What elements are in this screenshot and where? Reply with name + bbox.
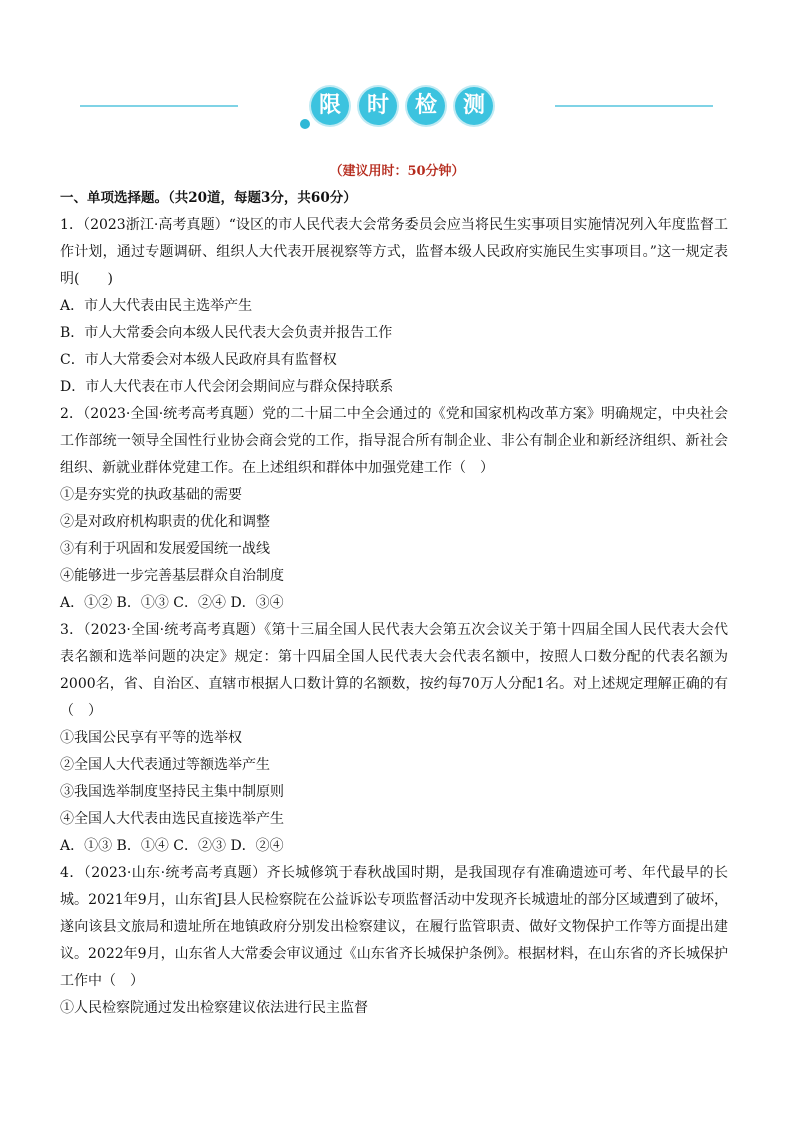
question-4 [60, 860, 728, 1022]
question-stem: 1．（2023浙江·高考真题）“设区的市人民代表大会常务委员会应当将民生实事项目实施情况列入年度监督工作计划，通过专题调研、组织人大代表开展视察等方式，监督本级人民政府实施民生实事项目。”这一规定表明( ) [60, 217, 728, 287]
banner-char-1: 限 [311, 87, 349, 125]
banner-dot-decoration [300, 119, 310, 129]
option-a: A．市人大代表由民主选举产生 [60, 298, 253, 314]
question-stem: 4．（2023·山东·统考高考真题）齐长城修筑于春秋战国时期，是我国现存有准确遗迹可考、年代最早的长城。2021年9月，山东省J县人民检察院在公益诉讼专项监督活动中发现齐长城遗址的部分区域遭到了破坏，遂向该县文旅局和遗址所在地镇政府分别发出检察建议，在履行监管职责、做好文物保护工作等方面提出建议。2022年9月，山东省人大常委会审议通过《山东省齐长城保护条例》。根据材料，在山东省的齐长城保护工作中（ ） [60, 865, 728, 989]
option-b: B．市人大常委会向本级人民代表大会负责并报告工作 [60, 325, 393, 341]
option-c: C．市人大常委会对本级人民政府具有监督权 [60, 352, 337, 368]
statement-1: ①是夯实党的执政基础的需要 [60, 487, 242, 503]
statement-4: ④全国人大代表由选民直接选举产生 [60, 811, 284, 827]
banner-char-4: 测 [455, 87, 493, 125]
banner-char-3: 检 [407, 87, 445, 125]
statement-1: ①人民检察院通过发出检察建议依法进行民主监督 [60, 1000, 368, 1016]
question-stem: 3．（2023·全国·统考高考真题）《第十三届全国人民代表大会第五次会议关于第十四届全国人民代表大会代表名额和选举问题的决定》规定：第十四届全国人民代表大会代表名额中，按照人口数分配的代表名额为2000名，省、自治区、直辖市根据人口数计算的名额数，按约每70万人分配1名。对上述规定理解正确的有（ ） [60, 622, 728, 719]
answer-options: A．①③ B．①④ C．②③ D．②④ [60, 838, 284, 854]
statement-2: ②全国人大代表通过等额选举产生 [60, 757, 270, 773]
statement-2: ②是对政府机构职责的优化和调整 [60, 514, 270, 530]
question-1 [60, 212, 728, 401]
question-2 [60, 401, 728, 617]
answer-options: A．①② B．①③ C．②④ D．③④ [60, 595, 284, 611]
exam-content [60, 186, 728, 1022]
statement-3: ③有利于巩固和发展爱国统一战线 [60, 541, 270, 557]
banner-right-line [555, 105, 713, 107]
banner-left-line [80, 105, 238, 107]
suggested-time: （建议用时：50分钟） [329, 164, 465, 179]
statement-3: ③我国选举制度坚持民主集中制原则 [60, 784, 284, 800]
option-d: D．市人大代表在市人代会闭会期间应与群众保持联系 [60, 379, 394, 395]
question-3 [60, 617, 728, 860]
statement-1: ①我国公民享有平等的选举权 [60, 730, 242, 746]
section-title: 一、单项选择题。（共20道，每题3分，共60分） [60, 190, 357, 206]
banner-char-2: 时 [359, 87, 397, 125]
section-banner [0, 82, 794, 132]
statement-4: ④能够进一步完善基层群众自治制度 [60, 568, 284, 584]
question-stem: 2．（2023·全国·统考高考真题）党的二十届二中全会通过的《党和国家机构改革方案》明确规定，中央社会工作部统一领导全国性行业协会商会党的工作，指导混合所有制企业、非公有制企业和新经济组织、新社会组织、新就业群体党建工作。在上述组织和群体中加强党建工作（ ） [60, 406, 728, 476]
